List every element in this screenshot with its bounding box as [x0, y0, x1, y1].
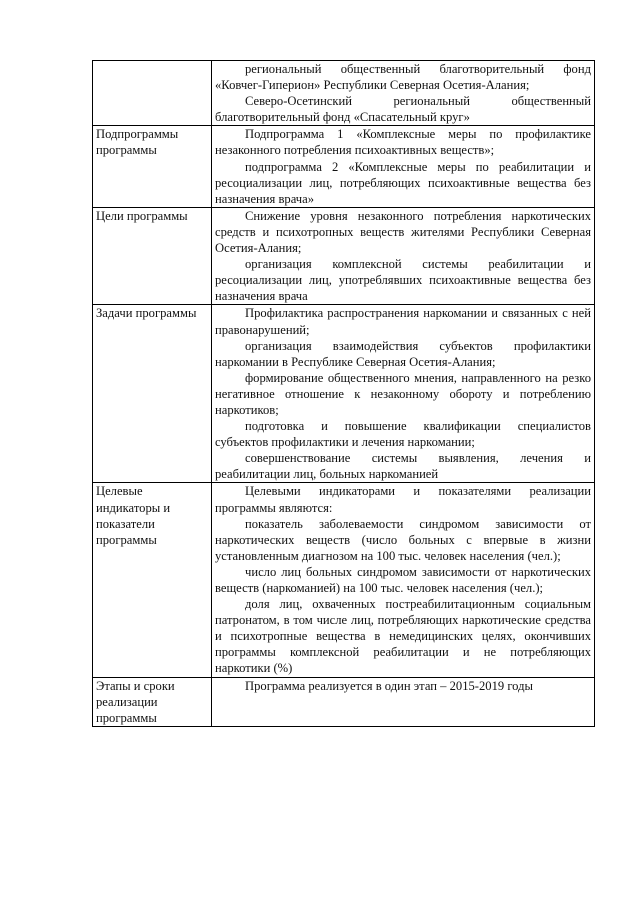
row-label: Подпрограммы программы: [96, 127, 179, 158]
content-paragraph: совершенствование системы выявления, лечения и реабилитации лиц, больных наркоманией: [215, 451, 591, 482]
content-paragraph: доля лиц, охваченных постреабилитационным социальным патронатом, в том числе лиц, потребляющих наркотические средства и психотропные вещества в немедицинских целях, окончивших программы комплексной реабилитации и не потребляющих наркотики (%): [215, 597, 591, 676]
row-content-cell: [212, 61, 595, 126]
row-label-cell: [93, 305, 212, 483]
row-label-cell: [93, 207, 212, 305]
content-paragraph: подпрограмма 2 «Комплексные меры по реабилитации и ресоциализации лиц, потребляющих психоактивные вещества без назначения врача»: [215, 159, 591, 206]
table-row: [93, 61, 595, 126]
content-paragraph: Снижение уровня незаконного потребления наркотических средств и психотропных веществ жителями Республики Северная Осетия-Алания;: [215, 208, 591, 256]
content-paragraph: организация взаимодействия субъектов профилактики наркомании в Республике Северная Осетия-Алания;: [215, 338, 591, 369]
content-paragraph: Профилактика распространения наркомании и связанных с ней правонарушений;: [215, 306, 591, 337]
content-paragraph: число лиц больных синдромом зависимости от наркотических веществ (наркоманией) на 100 тыс. человек населения (чел.);: [215, 564, 591, 595]
content-paragraph: показатель заболеваемости синдромом зависимости от наркотических веществ (число больных с впервые в жизни установленным диагнозом на 100 тыс. человек населения (чел.);: [215, 516, 591, 563]
content-paragraph: Программа реализуется в один этап – 2015-2019 годы: [245, 678, 533, 693]
content-paragraph: Подпрограмма 1 «Комплексные меры по профилактике незаконного потребления психоактивных веществ»;: [215, 127, 591, 158]
table-row: [93, 126, 595, 207]
row-label-cell: [93, 677, 212, 726]
content-paragraph: формирование общественного мнения, направленного на резко негативное отношение к незаконному обороту и потреблению наркотиков;: [215, 370, 591, 417]
table-row: [93, 207, 595, 305]
row-label-cell: [93, 483, 212, 677]
content-paragraph: региональный общественный благотворительный фонд «Ковчег-Гиперион» Республики Северная Осетия-Алания;: [215, 62, 591, 93]
content-paragraph: подготовка и повышение квалификации специалистов субъектов профилактики и лечения наркомании;: [215, 419, 591, 450]
row-content-cell: [212, 305, 595, 483]
row-label: Задачи программы: [96, 306, 197, 321]
content-paragraph: Целевыми индикаторами и показателями реализации программы являются:: [215, 484, 591, 515]
row-content-cell: [212, 207, 595, 305]
row-label-cell: [93, 126, 212, 207]
content-paragraph: организация комплексной системы реабилитации и ресоциализации лиц, употреблявших психоактивные вещества без назначения врача: [215, 257, 591, 304]
row-label-cell: [93, 61, 212, 126]
row-label: Целевые индикаторы и показатели программы: [96, 484, 171, 547]
row-content-cell: [212, 483, 595, 677]
table-row: [93, 677, 595, 726]
program-passport-table: [92, 60, 595, 727]
row-content-cell: [212, 126, 595, 207]
content-paragraph: Северо-Осетинский региональный общественный благотворительный фонд «Спасательный круг»: [215, 94, 591, 125]
table-row: [93, 483, 595, 677]
row-label: Этапы и сроки реализации программы: [96, 678, 175, 725]
row-label: Цели программы: [96, 208, 188, 223]
table-row: [93, 305, 595, 483]
row-content-cell: [212, 677, 595, 726]
table-body: [93, 61, 595, 727]
